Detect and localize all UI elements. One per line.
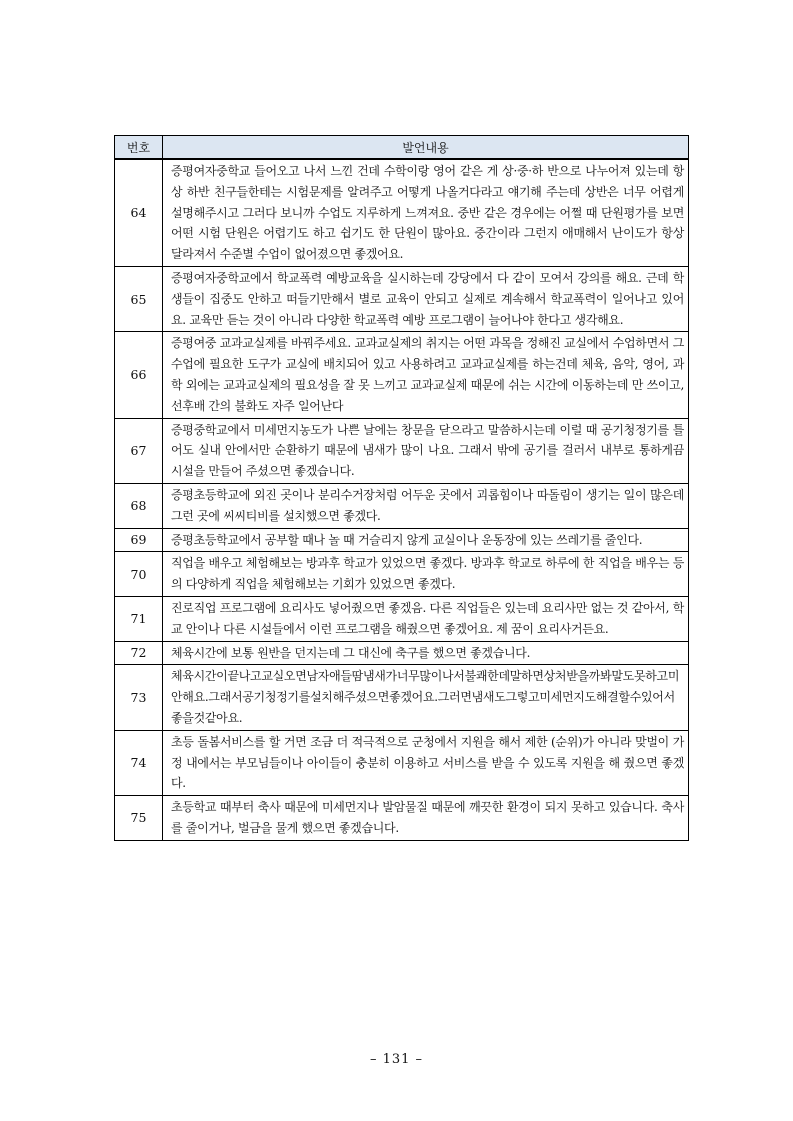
row-text: 진로직업 프로그램에 요리사도 넣어줬으면 좋겠음. 다른 직업들은 있는데 요리사만 없는 것 같아서, 학교 안이나 다른 시설들에서 이런 프로그램을 해줬으면 좋겠어요. 제 꿈이 요리사거든요. [163,596,689,641]
row-text: 초등 돌봄서비스를 할 거면 조금 더 적극적으로 군청에서 지원을 해서 제한 (순위)가 아니라 맞벌이 가정 내에서는 부모님들이나 아이들이 충분히 이용하고 서비스를 받을 수 있도록 지원을 해 줬으면 좋겠다. [163,730,689,795]
table-header-row [115,136,689,160]
row-text: 초등학교 때부터 축사 때문에 미세먼지나 발암물질 때문에 깨끗한 환경이 되지 못하고 있습니다. 축사를 줄이거나, 벌금을 물게 했으면 좋겠습니다. [163,796,689,841]
row-text: 증평여자중학교에서 학교폭력 예방교육을 실시하는데 강당에서 다 같이 모여서 강의를 해요. 근데 학생들이 집중도 안하고 떠들기만해서 별로 교육이 안되고 실제로 계속해서 학교폭력이 일어나고 있어요. 교육만 듣는 것이 아니라 다양한 학교폭력 예방 프로그램이 늘어나야 한다고 생각해요. [163,266,689,331]
table-row [115,665,689,730]
row-number: 69 [115,528,163,552]
row-number: 75 [115,796,163,841]
row-number: 67 [115,418,163,483]
row-text: 증평여자중학교 들어오고 나서 느낀 건데 수학이랑 영어 같은 게 상·중·하 반으로 나누어져 있는데 항상 하반 친구들한테는 시험문제를 알려주고 어떻게 나올거다라고 얘기해 주는데 상반은 너무 어렵게 설명해주시고 그러다 보니까 수업도 지루하게 느껴져요. 중반 같은 경우에는 어쩔 때 단원평가를 보면 어떤 시험 단원은 어렵기도 하고 쉽기도 한 단원이 많아요. 중간이라 그런지 애매해서 난이도가 항상 달라져서 수준별 수업이 없어졌으면 좋겠어요. [163,159,689,266]
statement-table [114,135,689,841]
row-number: 70 [115,552,163,597]
row-text: 체육시간이끝나고교실오면남자애들땀냄새가너무많이나서불쾌한데말하면상처받을까봐말도못하고미안해요.그래서공기청정기를설치해주셨으면좋겠어요.그러면냄새도그렇고미세먼지도해결할수있어서좋을것같아요. [163,665,689,730]
row-number: 64 [115,159,163,266]
row-number: 68 [115,483,163,528]
row-number: 72 [115,641,163,665]
table-row [115,266,689,331]
row-number: 65 [115,266,163,331]
row-number: 74 [115,730,163,795]
table-row [115,418,689,483]
table-row [115,796,689,841]
row-number: 71 [115,596,163,641]
table-row [115,159,689,266]
statement-table-container [114,135,688,841]
header-number: 번호 [115,136,163,160]
table-row [115,552,689,597]
row-text: 증평초등학교에서 공부할 때나 놀 때 거슬리지 않게 교실이나 운동장에 있는 쓰레기를 줄인다. [163,528,689,552]
table-row [115,332,689,418]
table-row [115,730,689,795]
page-number: – 131 – [369,1052,424,1067]
row-text: 체육시간에 보통 원반을 던지는데 그 대신에 축구를 했으면 좋겠습니다. [163,641,689,665]
table-row [115,483,689,528]
table-row [115,528,689,552]
header-content: 발언내용 [163,136,689,160]
table-row [115,596,689,641]
row-number: 73 [115,665,163,730]
table-row [115,641,689,665]
row-number: 66 [115,332,163,418]
row-text: 증평여중 교과교실제를 바꿔주세요. 교과교실제의 취지는 어떤 과목을 정해진 교실에서 수업하면서 그 수업에 필요한 도구가 교실에 배치되어 있고 사용하려고 교과교실제를 하는건데 체육, 음악, 영어, 과학 외에는 교과교실제의 필요성을 잘 못 느끼고 교과교실제 때문에 쉬는 시간에 이동하는데 만 쓰이고, 선후배 간의 불화도 자주 일어난다 [163,332,689,418]
row-text: 증평중학교에서 미세먼지농도가 나쁜 날에는 창문을 닫으라고 말씀하시는데 이럴 때 공기청정기를 틀어도 실내 안에서만 순환하기 때문에 냄새가 많이 나요. 그래서 밖에 공기를 걸러서 내부로 통하게끔 시설을 만들어 주셨으면 좋겠습니다. [163,418,689,483]
row-text: 증평초등학교에 외진 곳이나 분리수거장처럼 어두운 곳에서 괴롭힘이나 따돌림이 생기는 일이 많은데 그런 곳에 씨씨티비를 설치했으면 좋겠다. [163,483,689,528]
row-text: 직업을 배우고 체험해보는 방과후 학교가 있었으면 좋겠다. 방과후 학교로 하루에 한 직업을 배우는 등의 다양하게 직업을 체험해보는 기회가 있었으면 좋겠다. [163,552,689,597]
